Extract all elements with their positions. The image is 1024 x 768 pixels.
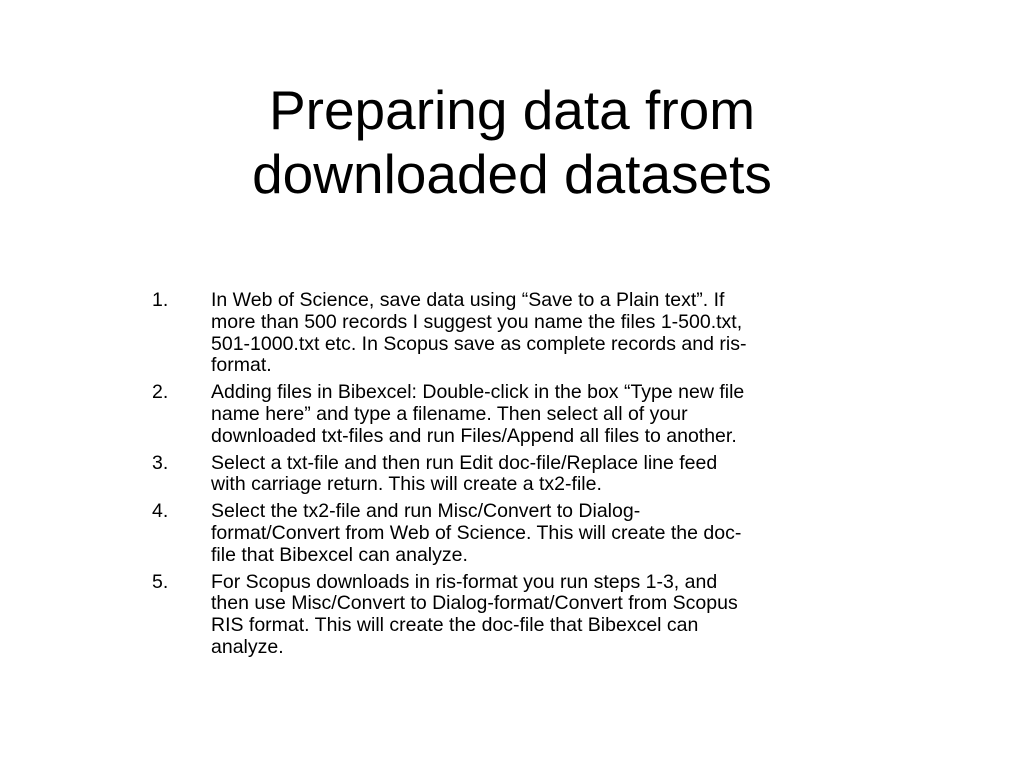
step-item-1 [152, 290, 852, 377]
step-number: 1. [152, 289, 169, 311]
step-text-line: 501-1000.txt etc. In Scopus save as complete records and ris- [211, 332, 747, 355]
step-number: 2. [152, 381, 169, 404]
step-text-line: Select a txt-file and then run Edit doc-file/Replace line feed [211, 451, 718, 474]
step-text-line: file that Bibexcel can analyze. [211, 543, 468, 566]
step-text-line: then use Misc/Convert to Dialog-format/Convert from Scopus [211, 592, 738, 615]
step-text-line: downloaded txt-files and run Files/Append all files to another. [211, 424, 737, 447]
step-text [211, 501, 852, 566]
step-text [211, 453, 852, 497]
step-text-line: RIS format. This will create the doc-file that Bibexcel can [211, 614, 699, 637]
step-text [211, 382, 852, 447]
step-item-3 [152, 453, 852, 497]
step-text-line: For Scopus downloads in ris-format you run steps 1-3, and [211, 570, 718, 593]
slide-title [112, 78, 912, 206]
slide-title-line-2: downloaded datasets [252, 143, 772, 205]
step-text-line: format/Convert from Web of Science. This will create the doc- [211, 521, 742, 544]
step-text [211, 572, 852, 659]
step-number: 5. [152, 570, 169, 593]
step-text-line: format. [211, 354, 272, 377]
slide-title-line-1: Preparing data from [268, 79, 756, 141]
step-text [211, 290, 852, 377]
step-item-2 [152, 382, 852, 447]
step-text-line: Select the tx2-file and run Misc/Convert to Dialog- [211, 500, 641, 523]
steps-list [152, 290, 852, 664]
step-number: 3. [152, 451, 169, 474]
step-text-line: analyze. [211, 635, 284, 658]
step-text-line: more than 500 records I suggest you name the files 1-500.txt, [211, 310, 743, 333]
step-text-line: Adding files in Bibexcel: Double-click in the box “Type new file [211, 381, 745, 404]
step-number: 4. [152, 500, 169, 523]
step-item-5 [152, 572, 852, 659]
step-item-4 [152, 501, 852, 566]
step-text-line: name here” and type a filename. Then select all of your [211, 402, 688, 425]
step-text-line: with carriage return. This will create a tx2-file. [211, 473, 602, 496]
step-text-line: In Web of Science, save data using “Save to a Plain text”. If [211, 289, 725, 311]
